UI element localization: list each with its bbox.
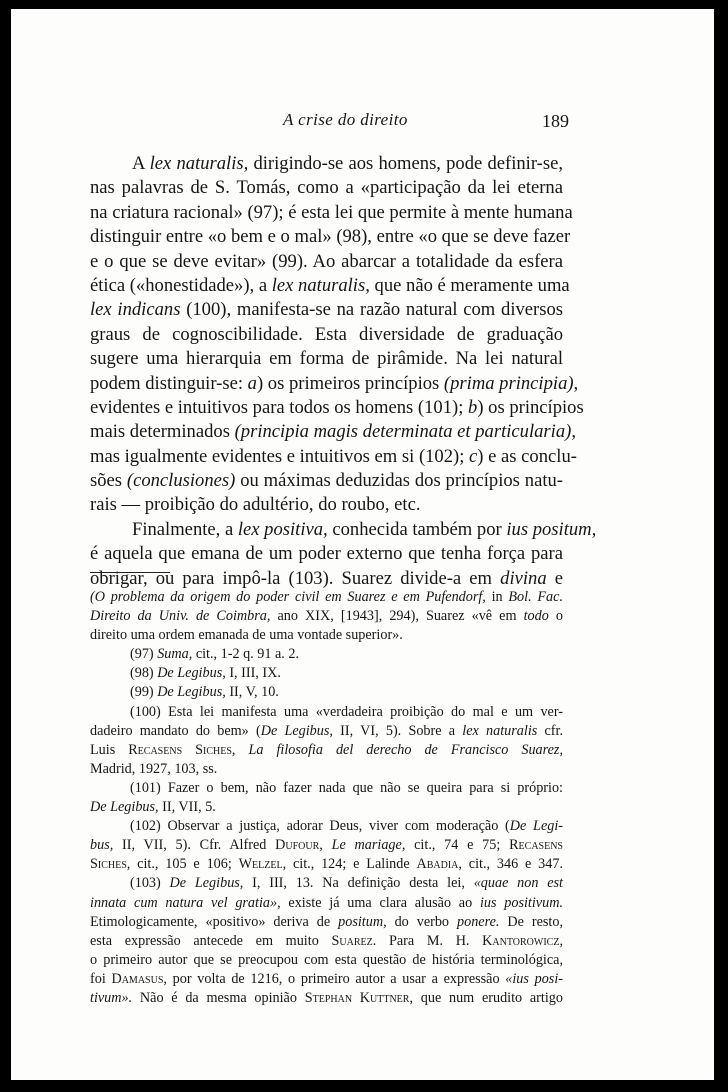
- text-span: o: [548, 608, 563, 625]
- body-line: [90, 542, 563, 566]
- footnote-line: [90, 607, 563, 626]
- text-span: , cit., 346 e 347.: [458, 856, 563, 873]
- text-span: , por volta de 1216, o primeiro autor a usar a expressão: [163, 970, 506, 987]
- text-span: in: [485, 589, 509, 605]
- footnote-line: [90, 703, 563, 722]
- text-span: dadeiro mandato do bem» (: [90, 722, 261, 739]
- text-span: cit., 1-2 q. 91 a. 2.: [192, 646, 300, 663]
- body-line: [90, 298, 563, 322]
- text-span: , que num erudito artigo: [409, 989, 563, 1006]
- text-span: Recasens Siches: [128, 741, 232, 758]
- footnote-line: [90, 874, 563, 893]
- text-span: Etimologicamente, «positivo» deriva de: [90, 913, 339, 930]
- text-span: mas igualmente evidentes e intuitivos em si (102);: [90, 445, 470, 467]
- text-span: II, VII, 5.: [158, 799, 216, 816]
- text-span: De Legibus,: [157, 665, 226, 682]
- text-span: (prima principia),: [443, 372, 579, 394]
- body-line: [90, 445, 577, 469]
- text-span: Luis: [90, 741, 129, 758]
- text-span: ética («honestidade»), a: [90, 274, 272, 296]
- text-span: dirigindo-se aos homens, pode definir-se,: [248, 153, 563, 174]
- text-span: lex naturalis: [462, 722, 538, 739]
- footnote-line: [90, 779, 563, 798]
- text-span: , cit., 105 e 106;: [126, 856, 239, 873]
- body-line: [90, 176, 563, 200]
- text-span: obrigar, ou para impô-la (103). Suarez divide-a em: [90, 567, 501, 589]
- text-span: ius positum,: [506, 518, 597, 540]
- text-span: é aquela que emana de um poder externo que tenha força para: [90, 543, 563, 565]
- text-span: Stephan Kuttner: [304, 989, 410, 1006]
- body-line: [90, 518, 597, 542]
- body-line: [90, 152, 563, 176]
- text-span: Suarez: [331, 932, 373, 949]
- body-text: [90, 152, 597, 591]
- text-span: ponere.: [457, 913, 500, 930]
- text-span: ) os primeiros princípios: [256, 372, 444, 394]
- footnote-line: [90, 664, 563, 683]
- text-span: Kantorowicz: [482, 932, 560, 949]
- text-span: Siches: [90, 856, 127, 873]
- footnote-line: [90, 817, 563, 836]
- text-span: Direito da Univ. de Coimbra,: [90, 608, 271, 625]
- body-line: [90, 469, 563, 493]
- text-span: (O problema da origem do poder civil em Suarez e em Pufendorf,: [90, 589, 486, 605]
- text-span: «ius posi-: [505, 970, 563, 987]
- text-span: De Legibus,: [169, 875, 244, 892]
- text-span: (99): [130, 684, 158, 701]
- text-span: a: [247, 372, 257, 394]
- text-span: De Legibus,: [157, 684, 226, 701]
- text-span: podem distinguir-se:: [90, 372, 248, 394]
- footnote-line: [90, 741, 563, 760]
- text-span: (100), manifesta-se na razão natural com diversos: [180, 299, 564, 321]
- text-span: De resto,: [499, 913, 564, 930]
- text-span: positum,: [338, 913, 387, 930]
- footnote-line: [90, 913, 563, 932]
- text-span: A: [132, 153, 150, 174]
- footnote-line: [90, 626, 563, 645]
- text-span: c: [469, 445, 478, 467]
- text-span: (103): [130, 875, 170, 892]
- text-span: sugere uma hierarquia em forma de pirâmide. Na lei natural: [90, 348, 563, 370]
- text-span: lex indicans: [90, 299, 181, 321]
- footnote-line: [90, 970, 563, 989]
- text-span: graus de cognoscibilidade. Esta diversidade de graduação: [90, 323, 563, 345]
- footnote-rule: [90, 572, 170, 573]
- body-line: [90, 493, 563, 517]
- text-span: tivum».: [90, 989, 133, 1006]
- text-span: direito uma ordem emanada de uma vontade superior».: [90, 627, 403, 644]
- text-span: evidentes e intuitivos para todos os homens (101);: [90, 396, 469, 418]
- text-span: distinguir entre «o bem e o mal» (98), entre «o que se deve fazer: [90, 226, 571, 248]
- text-span: lex positiva,: [237, 518, 328, 540]
- text-span: mais determinados: [90, 421, 235, 443]
- book-page: [11, 9, 714, 1080]
- body-line: [90, 250, 563, 274]
- footnote-line: [90, 855, 563, 874]
- body-line: [90, 225, 571, 249]
- text-span: La filosofia del derecho de Francisco Suarez,: [248, 741, 563, 758]
- text-span: . Para M. H.: [372, 932, 483, 949]
- text-span: ano XIX, [1943], 294), Suarez «vê em: [270, 608, 524, 625]
- body-line: [90, 274, 570, 298]
- text-span: De Legibus,: [90, 799, 159, 816]
- footnote-line: [90, 932, 563, 951]
- text-span: ou máximas deduzidas dos princípios natu-: [235, 470, 563, 492]
- body-line: [90, 323, 563, 347]
- text-span: ius positivum.: [479, 894, 563, 911]
- text-span: o primeiro autor que se preocupou com esta questão de história terminológica,: [90, 951, 563, 968]
- running-title: A crise do direito: [283, 110, 408, 129]
- text-span: ) os princípios: [477, 396, 584, 418]
- footnote-line: [90, 989, 563, 1008]
- text-span: (principia magis determinata et particularia),: [234, 421, 576, 443]
- text-span: (101) Fazer o bem, não fazer nada que não se queira para si próprio:: [130, 779, 563, 796]
- text-span: ,: [319, 837, 332, 854]
- text-span: rais — proibição do adultério, do roubo, etc.: [90, 494, 421, 516]
- text-span: lex naturalis,: [271, 274, 370, 296]
- text-span: nas palavras de S. Tomás, como a «participação da lei eterna: [90, 177, 563, 199]
- text-span: (conclusiones): [126, 470, 236, 492]
- text-span: sões: [90, 470, 127, 492]
- text-span: Welzel: [238, 856, 283, 873]
- footnote-line: [90, 760, 563, 779]
- text-span: Bol. Fac.: [508, 589, 563, 605]
- text-span: conhecida também por: [327, 518, 507, 540]
- footnote-line: [90, 798, 563, 817]
- text-span: II, VI, 5). Sobre a: [332, 722, 463, 739]
- text-span: e: [546, 567, 563, 589]
- text-span: I, III, IX.: [225, 665, 281, 682]
- body-line: [90, 372, 579, 396]
- text-span: Le mariage,: [331, 837, 406, 854]
- footnote-line: [90, 645, 563, 664]
- footnote-line: [90, 683, 563, 702]
- text-span: Não é da mesma opinião: [132, 989, 305, 1006]
- footnote-line: [90, 951, 563, 970]
- text-span: (98): [130, 665, 158, 682]
- text-span: Dufour: [275, 837, 320, 854]
- body-line: [90, 396, 584, 420]
- text-span: b: [468, 396, 478, 418]
- text-span: Madrid, 1927, 103, ss.: [90, 760, 218, 777]
- text-span: Abadia: [416, 856, 459, 873]
- body-line: [90, 420, 576, 444]
- page-number: 189: [542, 111, 569, 131]
- text-span: De Legibus,: [260, 722, 333, 739]
- text-span: Finalmente, a: [132, 518, 238, 540]
- text-span: na criatura racional» (97); é esta lei que permite à mente humana: [90, 201, 573, 223]
- footnote-line: [90, 836, 563, 855]
- footnote-line: [90, 722, 563, 741]
- text-span: existe já uma clara alusão ao: [280, 894, 480, 911]
- text-span: ) e as conclu-: [477, 445, 577, 467]
- text-span: todo: [523, 608, 549, 625]
- text-span: Recasens: [509, 837, 563, 854]
- text-span: (102) Observar a justiça, adorar Deus, viver com moderação (: [130, 818, 510, 835]
- text-span: (100) Esta lei manifesta uma «verdadeira proibição do mal e um ver-: [130, 703, 563, 720]
- text-span: divina: [500, 567, 547, 589]
- text-span: foi: [90, 970, 112, 987]
- text-span: cfr.: [537, 722, 564, 739]
- text-span: do verbo: [386, 913, 457, 930]
- text-span: De Legi-: [509, 818, 563, 835]
- text-span: esta expressão antecede em muito: [90, 932, 332, 949]
- body-line: [90, 347, 563, 371]
- text-span: I, III, 13. Na definição desta lei,: [243, 875, 474, 892]
- text-span: , cit., 124; e Lalinde: [282, 856, 417, 873]
- text-span: que não é meramente uma: [369, 274, 570, 296]
- text-span: innata cum natura vel gratia»,: [90, 894, 281, 911]
- text-span: ,: [559, 932, 563, 949]
- text-span: II, V, 10.: [225, 684, 279, 701]
- text-span: e o que se deve evitar» (99). Ao abarcar a totalidade da esfera: [90, 250, 563, 272]
- text-span: ,: [231, 741, 249, 758]
- text-span: II, VII, 5). Cfr. Alfred: [113, 837, 276, 854]
- text-span: «quae non est: [473, 875, 563, 892]
- text-span: (97): [130, 646, 158, 663]
- text-span: Suma,: [157, 646, 193, 663]
- text-span: cit., 74 e 75;: [405, 837, 510, 854]
- footnote-line: [90, 588, 563, 607]
- footnotes: [90, 588, 563, 1008]
- text-span: lex naturalis,: [149, 153, 249, 174]
- body-line: [90, 201, 573, 225]
- footnote-line: [90, 894, 563, 913]
- text-span: bus,: [90, 837, 114, 854]
- text-span: Damasus: [111, 970, 164, 987]
